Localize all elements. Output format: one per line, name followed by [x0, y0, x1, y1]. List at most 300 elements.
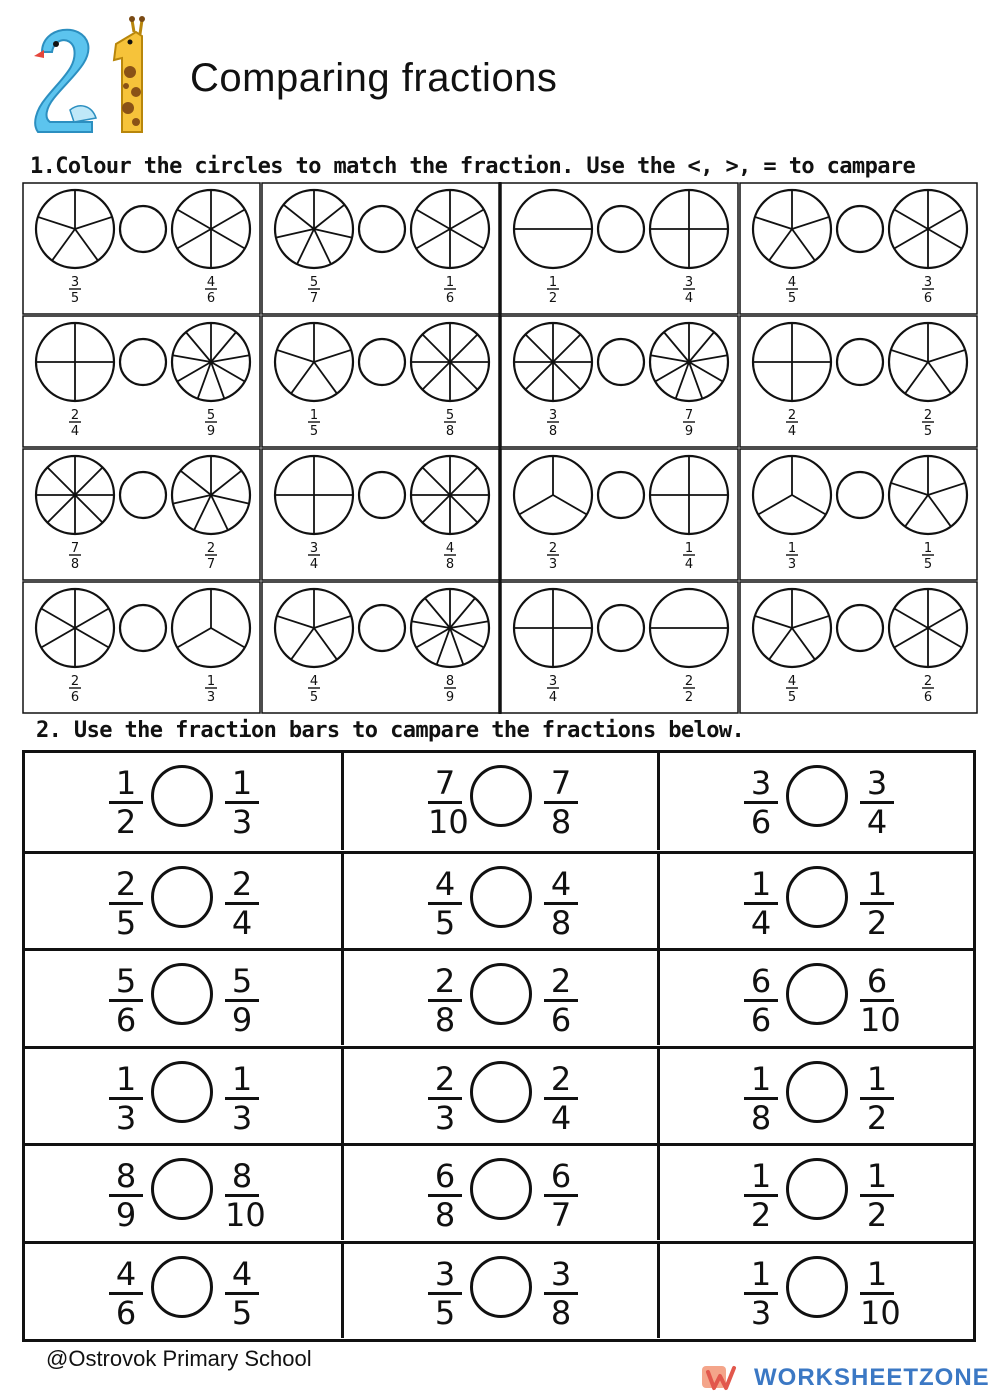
comparison-cell	[657, 854, 973, 948]
svg-text:2: 2	[548, 541, 558, 556]
circle-cell	[740, 582, 977, 713]
circle-cell	[501, 183, 738, 314]
fraction-circle-right	[889, 323, 967, 401]
svg-text:1: 1	[923, 541, 933, 556]
svg-text:8: 8	[445, 424, 455, 439]
fraction-label-right	[683, 674, 695, 705]
answer-circle[interactable]	[786, 866, 848, 928]
svg-text:3: 3	[309, 541, 319, 556]
svg-text:5: 5	[787, 291, 797, 306]
fraction-right	[544, 1157, 578, 1234]
circle-cell	[23, 183, 260, 314]
svg-text:5: 5	[923, 557, 933, 572]
fraction-label-left	[786, 275, 798, 306]
page-title: Comparing fractions	[190, 56, 558, 100]
numerator: 1	[750, 1157, 772, 1195]
numerator: 1	[115, 764, 137, 802]
fraction-label-right	[444, 541, 456, 572]
numerator: 6	[866, 962, 888, 1000]
fraction-circle-right	[889, 456, 967, 534]
fraction-right	[860, 1254, 901, 1332]
denominator: 3	[231, 1098, 253, 1137]
answer-circle[interactable]	[786, 963, 848, 1025]
fraction-left	[428, 864, 462, 942]
svg-text:7: 7	[684, 408, 694, 423]
answer-circle[interactable]	[786, 1256, 848, 1318]
svg-text:1: 1	[787, 541, 797, 556]
circle-cell	[501, 449, 738, 580]
footer-credit: @Ostrovok Primary School	[46, 1346, 312, 1371]
comparison-cell	[657, 753, 973, 850]
denominator: 8	[550, 803, 572, 841]
denominator: 3	[115, 1098, 137, 1137]
fraction-circle-left	[36, 190, 114, 268]
svg-text:6: 6	[206, 291, 216, 306]
svg-text:6: 6	[923, 690, 933, 705]
denominator: 8	[550, 903, 572, 942]
denominator: 4	[866, 803, 888, 841]
denominator: 10	[225, 1196, 266, 1234]
svg-text:8: 8	[70, 557, 80, 572]
answer-circle[interactable]	[151, 1256, 213, 1318]
svg-text:3: 3	[684, 275, 694, 290]
answer-circle[interactable]	[151, 963, 213, 1025]
fraction-label-right	[922, 408, 934, 439]
comparison-cell	[25, 1049, 341, 1143]
numerator: 1	[866, 864, 888, 903]
fraction-label-right	[683, 408, 695, 439]
numerator: 1	[231, 764, 253, 802]
denominator: 5	[434, 903, 456, 942]
fraction-circle-right	[172, 456, 250, 534]
fraction-label-right	[444, 674, 456, 705]
svg-text:1: 1	[548, 275, 558, 290]
answer-circle[interactable]	[151, 1061, 213, 1123]
denominator: 5	[434, 1293, 456, 1332]
fraction-left	[428, 1254, 462, 1332]
svg-text:2: 2	[923, 674, 933, 689]
denominator: 10	[860, 1293, 901, 1332]
fraction-circle-left	[514, 190, 592, 268]
fraction-label-right	[205, 275, 217, 306]
svg-text:3: 3	[787, 557, 797, 572]
numerator: 6	[750, 962, 772, 1000]
fraction-label-right	[205, 674, 217, 705]
numerator: 2	[550, 962, 572, 1000]
fraction-right	[544, 1254, 578, 1332]
comparison-cell	[341, 753, 657, 850]
fraction-right	[860, 764, 894, 841]
denominator: 3	[434, 1098, 456, 1137]
fraction-circle-right	[411, 456, 489, 534]
fraction-circle-right	[172, 323, 250, 401]
comparison-cell	[25, 1146, 341, 1240]
svg-text:7: 7	[206, 557, 216, 572]
fraction-label-right	[922, 275, 934, 306]
svg-text:1: 1	[206, 674, 216, 689]
answer-circle[interactable]	[120, 206, 166, 252]
svg-text:3: 3	[70, 275, 80, 290]
fraction-label-left	[547, 275, 559, 306]
answer-circle[interactable]	[120, 605, 166, 651]
svg-text:2: 2	[70, 408, 80, 423]
fraction-label-left	[308, 408, 320, 439]
fraction-circle-right	[411, 190, 489, 268]
svg-text:9: 9	[684, 424, 694, 439]
numerator: 5	[231, 962, 253, 1000]
answer-circle[interactable]	[470, 866, 532, 928]
fraction-left	[428, 962, 462, 1039]
comparison-row	[25, 1143, 973, 1240]
svg-text:3: 3	[548, 557, 558, 572]
answer-circle[interactable]	[786, 1061, 848, 1123]
denominator: 8	[750, 1098, 772, 1137]
fraction-label-right	[205, 541, 217, 572]
answer-circle[interactable]	[470, 1158, 532, 1220]
numerator: 3	[434, 1254, 456, 1293]
fraction-circle-left	[36, 323, 114, 401]
comparison-cell	[657, 1146, 973, 1240]
svg-text:4: 4	[309, 674, 319, 689]
svg-text:3: 3	[923, 275, 933, 290]
fraction-left	[109, 1254, 143, 1332]
fraction-circle-left	[753, 589, 831, 667]
svg-text:4: 4	[787, 674, 797, 689]
fraction-left	[744, 1157, 778, 1234]
fraction-circle-right	[172, 589, 250, 667]
denominator: 2	[115, 803, 137, 841]
numerator: 6	[550, 1157, 572, 1195]
svg-text:8: 8	[445, 674, 455, 689]
svg-text:6: 6	[923, 291, 933, 306]
numerator: 8	[231, 1157, 253, 1195]
circle-cell	[740, 316, 977, 447]
svg-text:3: 3	[206, 690, 216, 705]
answer-circle[interactable]	[837, 339, 883, 385]
comparison-row	[25, 753, 973, 850]
denominator: 9	[231, 1001, 253, 1039]
comparison-cell	[25, 1244, 341, 1338]
circle-cell	[740, 449, 977, 580]
fraction-label-right	[683, 275, 695, 306]
answer-circle[interactable]	[359, 339, 405, 385]
denominator: 6	[115, 1293, 137, 1332]
denominator: 4	[231, 903, 253, 942]
fraction-left	[109, 1059, 143, 1137]
denominator: 10	[428, 803, 469, 841]
denominator: 9	[115, 1196, 137, 1234]
svg-text:1: 1	[309, 408, 319, 423]
fraction-label-left	[308, 541, 320, 572]
fraction-circle-left	[514, 456, 592, 534]
svg-text:4: 4	[309, 557, 319, 572]
fraction-circle-right	[411, 323, 489, 401]
svg-text:5: 5	[787, 690, 797, 705]
fraction-left	[744, 764, 778, 841]
fraction-circle-left	[514, 589, 592, 667]
answer-circle[interactable]	[598, 339, 644, 385]
section1-instruction: 1.Colour the circles to match the fraction. Use the <, >, = to campare	[30, 154, 916, 179]
circle-cell	[501, 316, 738, 447]
svg-text:4: 4	[206, 275, 216, 290]
svg-text:4: 4	[684, 291, 694, 306]
denominator: 10	[860, 1001, 901, 1039]
fraction-left	[744, 864, 778, 942]
fraction-circle-right	[411, 589, 489, 667]
comparison-cell	[25, 951, 341, 1045]
fraction-label-left	[786, 541, 798, 572]
comparison-cell	[25, 854, 341, 948]
fraction-label-right	[922, 674, 934, 705]
numerator: 4	[550, 864, 572, 903]
answer-circle[interactable]	[470, 765, 532, 827]
denominator: 8	[434, 1001, 456, 1039]
fraction-label-left	[69, 541, 81, 572]
fraction-label-left	[308, 674, 320, 705]
numerator: 3	[750, 764, 772, 802]
answer-circle[interactable]	[837, 472, 883, 518]
fraction-label-left	[786, 674, 798, 705]
answer-circle[interactable]	[837, 605, 883, 651]
fraction-circle-left	[275, 190, 353, 268]
answer-circle[interactable]	[120, 339, 166, 385]
fraction-label-left	[786, 408, 798, 439]
fraction-label-left	[547, 541, 559, 572]
svg-text:6: 6	[70, 690, 80, 705]
circle-cell	[262, 183, 499, 314]
fraction-label-right	[683, 541, 695, 572]
numerator: 2	[434, 962, 456, 1000]
answer-circle[interactable]	[786, 765, 848, 827]
circle-fraction-grid	[22, 182, 978, 714]
fraction-left	[744, 962, 778, 1039]
denominator: 5	[115, 903, 137, 942]
circle-cell	[23, 449, 260, 580]
fraction-circle-right	[889, 589, 967, 667]
svg-text:4: 4	[445, 541, 455, 556]
answer-circle[interactable]	[151, 1158, 213, 1220]
denominator: 2	[866, 1196, 888, 1234]
denominator: 2	[750, 1196, 772, 1234]
comparison-cell	[341, 1244, 657, 1338]
fraction-right	[544, 1059, 578, 1137]
denominator: 2	[866, 1098, 888, 1137]
circle-cell	[501, 582, 738, 713]
number-21-animals-icon	[30, 14, 160, 136]
circle-cell	[740, 183, 977, 314]
fraction-right	[860, 1059, 894, 1137]
fraction-right	[860, 962, 901, 1039]
denominator: 5	[231, 1293, 253, 1332]
fraction-right	[225, 1254, 259, 1332]
answer-circle[interactable]	[598, 472, 644, 518]
comparison-cell	[341, 1146, 657, 1240]
denominator: 3	[231, 803, 253, 841]
fraction-left	[109, 962, 143, 1039]
fraction-right	[225, 1059, 259, 1137]
comparison-cell	[341, 951, 657, 1045]
svg-text:5: 5	[309, 424, 319, 439]
fraction-circle-right	[650, 589, 728, 667]
svg-text:2: 2	[923, 408, 933, 423]
fraction-comparison-table	[22, 750, 976, 1342]
comparison-cell	[657, 1049, 973, 1143]
svg-text:6: 6	[445, 291, 455, 306]
fraction-label-left	[69, 408, 81, 439]
denominator: 6	[750, 803, 772, 841]
fraction-label-left	[69, 674, 81, 705]
numerator: 3	[550, 1254, 572, 1293]
svg-text:8: 8	[548, 424, 558, 439]
fraction-left	[744, 1059, 778, 1137]
circle-cell	[23, 316, 260, 447]
svg-text:2: 2	[548, 291, 558, 306]
svg-text:2: 2	[206, 541, 216, 556]
fraction-label-right	[444, 275, 456, 306]
numerator: 2	[115, 864, 137, 903]
denominator: 4	[550, 1098, 572, 1137]
numerator: 5	[115, 962, 137, 1000]
denominator: 8	[550, 1293, 572, 1332]
svg-text:4: 4	[70, 424, 80, 439]
fraction-circle-left	[753, 323, 831, 401]
numerator: 3	[866, 764, 888, 802]
fraction-circle-left	[36, 456, 114, 534]
fraction-right	[544, 764, 578, 841]
numerator: 1	[866, 1157, 888, 1195]
answer-circle[interactable]	[151, 765, 213, 827]
svg-text:4: 4	[548, 690, 558, 705]
numerator: 2	[550, 1059, 572, 1098]
comparison-row	[25, 851, 973, 948]
answer-circle[interactable]	[598, 206, 644, 252]
fraction-right	[860, 864, 894, 942]
denominator: 2	[866, 903, 888, 942]
fraction-right	[225, 1157, 266, 1234]
numerator: 1	[750, 1059, 772, 1098]
denominator: 6	[550, 1001, 572, 1039]
numerator: 1	[231, 1059, 253, 1098]
fraction-circle-right	[172, 190, 250, 268]
circle-cell	[262, 582, 499, 713]
fraction-circle-left	[753, 456, 831, 534]
svg-text:5: 5	[445, 408, 455, 423]
svg-text:3: 3	[548, 408, 558, 423]
numerator: 7	[550, 764, 572, 802]
svg-text:8: 8	[445, 557, 455, 572]
answer-circle[interactable]	[470, 1256, 532, 1318]
comparison-row	[25, 1241, 973, 1338]
comparison-cell	[25, 753, 341, 850]
fraction-circle-left	[275, 456, 353, 534]
svg-text:1: 1	[445, 275, 455, 290]
answer-circle[interactable]	[151, 866, 213, 928]
numerator: 1	[750, 864, 772, 903]
brand-text: WORKSHEETZONE	[754, 1364, 990, 1391]
fraction-label-left	[547, 674, 559, 705]
numerator: 2	[434, 1059, 456, 1098]
comparison-row	[25, 948, 973, 1045]
svg-text:5: 5	[70, 291, 80, 306]
numerator: 6	[434, 1157, 456, 1195]
fraction-left	[428, 1059, 462, 1137]
answer-circle[interactable]	[837, 206, 883, 252]
svg-text:7: 7	[309, 291, 319, 306]
numerator: 8	[115, 1157, 137, 1195]
svg-text:5: 5	[206, 408, 216, 423]
answer-circle[interactable]	[359, 605, 405, 651]
svg-text:3: 3	[548, 674, 558, 689]
fraction-left	[428, 1157, 462, 1234]
fraction-circle-right	[650, 323, 728, 401]
circle-cell	[262, 449, 499, 580]
fraction-circle-left	[275, 323, 353, 401]
answer-circle[interactable]	[359, 472, 405, 518]
circle-cell	[262, 316, 499, 447]
numerator: 1	[115, 1059, 137, 1098]
comparison-cell	[341, 854, 657, 948]
svg-text:2: 2	[70, 674, 80, 689]
denominator: 6	[750, 1001, 772, 1039]
fraction-label-left	[308, 275, 320, 306]
svg-text:2: 2	[684, 690, 694, 705]
answer-circle[interactable]	[120, 472, 166, 518]
numerator: 1	[866, 1059, 888, 1098]
fraction-left	[109, 764, 143, 841]
answer-circle[interactable]	[598, 605, 644, 651]
fraction-label-right	[205, 408, 217, 439]
answer-circle[interactable]	[786, 1158, 848, 1220]
fraction-label-left	[69, 275, 81, 306]
svg-text:2: 2	[787, 408, 797, 423]
svg-text:5: 5	[309, 275, 319, 290]
numerator: 4	[231, 1254, 253, 1293]
svg-text:7: 7	[70, 541, 80, 556]
fraction-left	[109, 1157, 143, 1234]
svg-text:9: 9	[445, 690, 455, 705]
denominator: 3	[750, 1293, 772, 1332]
svg-text:5: 5	[923, 424, 933, 439]
fraction-left	[109, 864, 143, 942]
fraction-right	[860, 1157, 894, 1234]
comparison-row	[25, 1046, 973, 1143]
svg-text:4: 4	[787, 424, 797, 439]
denominator: 7	[550, 1196, 572, 1234]
fraction-circle-right	[650, 456, 728, 534]
fraction-right	[225, 764, 259, 841]
svg-text:2: 2	[684, 674, 694, 689]
numerator: 4	[434, 864, 456, 903]
answer-circle[interactable]	[470, 1061, 532, 1123]
denominator: 4	[750, 903, 772, 942]
fraction-right	[225, 864, 259, 942]
svg-text:1: 1	[684, 541, 694, 556]
numerator: 1	[866, 1254, 888, 1293]
numerator: 1	[750, 1254, 772, 1293]
circle-cell	[23, 582, 260, 713]
section2-instruction: 2. Use the fraction bars to campare the fractions below.	[36, 718, 745, 743]
fraction-right	[225, 962, 259, 1039]
answer-circle[interactable]	[359, 206, 405, 252]
svg-text:4: 4	[787, 275, 797, 290]
fraction-label-right	[922, 541, 934, 572]
fraction-right	[544, 962, 578, 1039]
comparison-cell	[657, 1244, 973, 1338]
svg-text:9: 9	[206, 424, 216, 439]
answer-circle[interactable]	[470, 963, 532, 1025]
fraction-label-right	[444, 408, 456, 439]
svg-text:4: 4	[684, 557, 694, 572]
